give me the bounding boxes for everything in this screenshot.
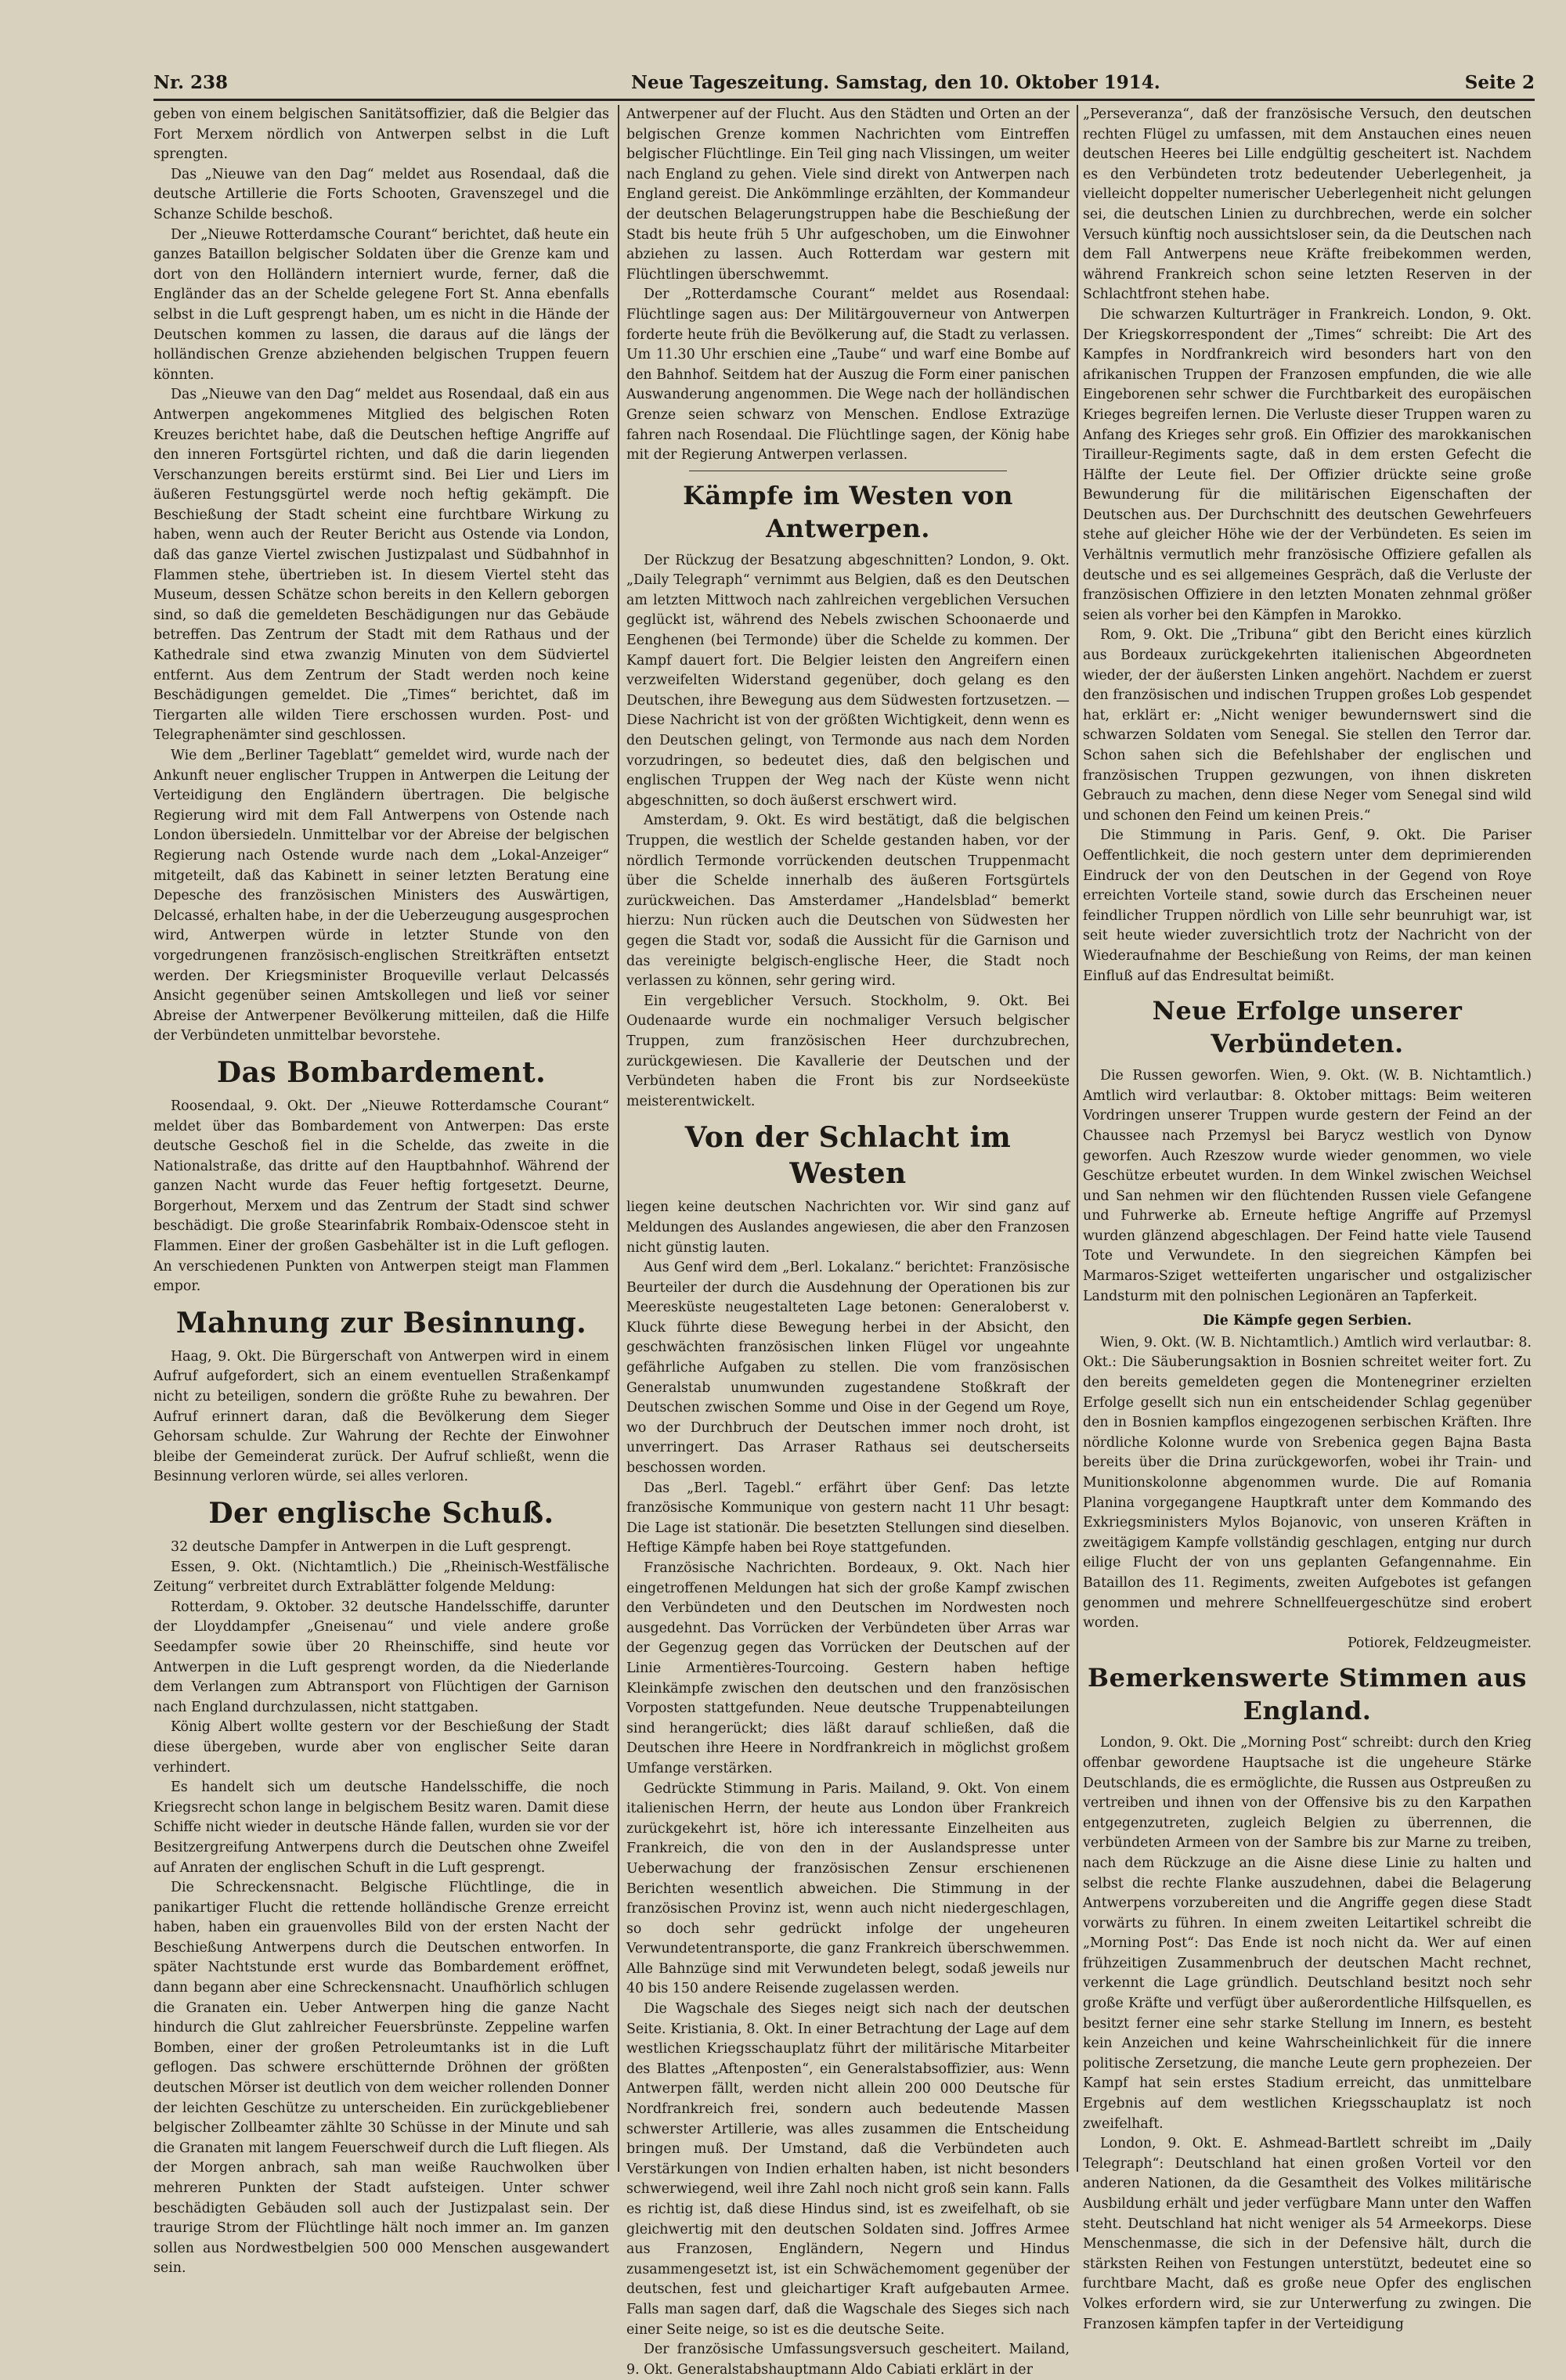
column-rule xyxy=(618,105,619,2172)
headline-stimmen: Bemerkenswerte Stimmen aus England. xyxy=(1088,1663,1527,1726)
article-paragraph: König Albert wollte gestern vor der Beschießung der Stadt diese übergeben, wurde aber von englischer Seite daran verhindert. xyxy=(153,1719,609,1776)
header-rule xyxy=(153,99,1535,101)
article-paragraph: Die Schreckensnacht. Belgische Flüchtlinge, die in panikartiger Flucht die rettende holländische Grenze erreicht haben, haben ein grauenvolles Bild von der ersten Nacht der Beschießung Antwerpens durch die Deutschen entworfen. In später Nachtstunde erst wurde das Bombardement eröffnet, dann begann aber eine Schreckensnacht. Unaufhörlich schlugen die Granaten ein. Ueber Antwerpen hing die ganze Nacht hindurch die Glut zahlreicher Feuersbrünste. Zeppeline warfen Bomben, einer der großen Petroleumtanks ist in die Luft geflogen. Das schwere erschütternde Dröhnen der größten deutschen Mörser ist deutlich von dem weicher rollenden Donner der leichten Geschütze zu unterscheiden. Ein zurückgebliebener belgischer Zollbeamter zählte 30 Schüsse in der Minute und sah die Granaten mit langem Feuerschweif durch die Luft fliegen. Als der Morgen anbrach, sah man weiße Rauchwolken über mehreren Punkten der Stadt aufsteigen. Unter schwer beschädigten Gebäuden soll auch der Justizpalast sein. Der traurige Strom der Flüchtlinge hält noch immer an. Im ganzen sollen aus Nordwestbelgien 500 000 Menschen ausgewandert sein. xyxy=(153,1880,609,2277)
column-3 xyxy=(1083,105,1532,2332)
article-paragraph: Die schwarzen Kulturträger in Frankreich. London, 9. Okt. Der Kriegskorrespondent der „Times“ schreibt: Die Art des Kampfes in Nordfrankreich wird besonders hart von den afrikanischen Truppen der Franzosen empfunden, die wie alle Eingeborenen sehr schwer die Furchtbarkeit des europäischen Krieges begreifen lernen. Die Verluste dieser Truppen waren zu Anfang des Krieges sehr groß. Ein Offizier des marokkanischen Tirailleur-Regiments sagte, daß in dem ersten Gefecht die Hälfte der Leute fiel. Der Offizier drückte seine große Bewunderung für die militärischen Eigenschaften der Deutschen aus. Der Durchschnitt des deutschen Gewehrfeuers stehe auf gleicher Höhe wie der der Verbündeten. Es seien im Verhältnis vermutlich mehr französische Offiziere gefallen als deutsche und es sei allgemeines Gespräch, daß die Verluste der französischen Offiziere in den letzten Monaten zehnmal größer seien als vorher bei den Kämpfen in Marokko. xyxy=(1083,306,1532,623)
article-paragraph: Gedrückte Stimmung in Paris. Mailand, 9. Okt. Von einem italienischen Herrn, der heute aus London über Frankreich zurückgekehrt ist, höre ich interessante Einzelheiten aus Frankreich, die von den in der Auslandspresse unter Ueberwachung der französischen Zensur erschienenen Berichten wesentlich abweichen. Die Stimmung in der französischen Provinz ist, wenn auch nicht niedergeschlagen, so doch sehr gedrückt infolge der ungeheuren Verwundetentransporte, die ganz Frankreich überschwemmen. Alle Bahnzüge sind mit Verwundeten belegt, sodaß jeweils nur 40 bis 150 andere Reisende zugelassen werden. xyxy=(626,1780,1070,1997)
article-paragraph: Französische Nachrichten. Bordeaux, 9. Okt. Nach hier eingetroffenen Meldungen hat sich der große Kampf zwischen den Verbündeten und den Deutschen im Nordwesten noch ausgedehnt. Das Vorrücken der Verbündeten über Arras war der Gegenzug gegen das Vorrücken der Deutschen auf der Linie Armentières-Tourcoing. Gestern haben heftige Kleinkämpfe zwischen den deutschen und den französischen Vorposten stattgefunden. Neue deutsche Truppenabteilungen sind herangerückt; dies läßt darauf schließen, daß die Deutschen ihre Heere in Nordfrankreich in möglichst großem Umfange verstärken. xyxy=(626,1560,1070,1776)
headline-erfolge: Neue Erfolge unserer Verbündeten. xyxy=(1152,996,1463,1059)
article-paragraph: Wie dem „Berliner Tageblatt“ gemeldet wird, wurde nach der Ankunft neuer englischer Truppen in Antwerpen die Leitung der Verteidigung den Engländern übertragen. Die belgische Regierung wird mit dem Fall Antwerpens von Ostende nach London übersiedeln. Unmittelbar vor der Abreise der belgischen Regierung nach Ostende wurde nach dem „Lokal-Anzeiger“ mitgeteilt, daß das Kabinett in seiner letzten Beratung eine Depesche des französischen Ministers des Auswärtigen, Delcassé, erhalten habe, in der die Ueberzeugung ausgesprochen wird, Antwerpen würde in letzter Stunde von den vorgedrungenen französisch-englischen Streitkräften entsetzt werden. Der Kriegsminister Broqueville verlaut Delcassés Ansicht gegenüber seinen Amtskollegen und ließ vor seiner Abreise der Antwerpener Bevölkerung mitteilen, daß die Hilfe der Verbündeten unmittelbar bevorstehe. xyxy=(153,748,609,1044)
column-2 xyxy=(626,105,1070,2378)
article-paragraph: liegen keine deutschen Nachrichten vor. Wir sind ganz auf Meldungen des Auslandes angewiesen, die aber den Franzosen nicht günstig lauten. xyxy=(626,1199,1070,1256)
article-paragraph: Die Russen geworfen. Wien, 9. Okt. (W. B. Nichtamtlich.) Amtlich wird verlautbar: 8. Oktober mittags: Beim weiteren Vordringen unserer Truppen wurde gestern der Feind an der Chaussee nach Przemysl bei Barycz westlich von Dynow geworfen. Auch Rzeszow wurde wieder genommen, wo viele Geschütze erbeutet wurden. In dem Winkel zwischen Weichsel und San nehmen wir den flüchtenden Russen viele Gefangene und Fuhrwerke ab. Erneute heftige Angriffe auf Przemysl wurden glänzend abgeschlagen. Der Feind hatte viele Tausend Tote und Verwundete. In den siegreichen Kämpfen bei Marmaros-Sziget wetteiferten ungarischer und ostgalizischer Landsturm mit den polnischen Legionären an Tapferkeit. xyxy=(1083,1068,1532,1304)
article-paragraph: London, 9. Okt. E. Ashmead-Bartlett schreibt im „Daily Telegraph“: Deutschland hat einen großen Vorteil vor den anderen Nationen, da die Gesamtheit des Volkes militärische Ausbildung erhält und jeder verfügbare Mann unter den Waffen steht. Deutschland hat nicht weniger als 54 Armeekorps. Diese Menschenmasse, die sich in der Defensive hält, durch die stärksten Reihen von Festungen unterstützt, bedeutet eine so furchtbare Macht, daß es große neue Opfer des englischen Volkes erfordern wird, sie zur Unterwerfung zu zwingen. Die Franzosen kämpfen tapfer in der Verteidigung xyxy=(1083,2136,1532,2332)
issue-number: Nr. 238 xyxy=(153,72,229,93)
headline-schuss: Der englische Schuß. xyxy=(208,1497,554,1530)
column-1 xyxy=(153,105,609,2277)
article-paragraph: Wien, 9. Okt. (W. B. Nichtamtlich.) Amtlich wird verlautbar: 8. Okt.: Die Säuberungsaktion in Bosnien schreitet weiter fort. Zu den bereits gemeldeten gegen die Montenegriner erzielten Erfolge gesellt sich nun ein entscheidender Schlag gegenüber den in Bosnien kampflos eingezogenen serbischen Kräften. Ihre nördliche Kolonne wurde von Srebenica gegen Bajna Basta bereits über die Drina zurückgeworfen, wobei ihr Train- und Munitionskolonne abgenommen wurde. Die auf Romania Planina vorgegangene Hauptkraft unter dem Kommando des Exkriegsministers Mylos Bojanovic, von unseren Kräften in zweitägigem Kampfe vollständig geschlagen, entging nur durch eilige Flucht der von uns geplanten Gefangennahme. Ein Bataillon des 11. Regiments, zweiten Aufgebotes ist gefangen genommen und mehrere Schnellfeuergeschütze sind erobert worden. xyxy=(1083,1334,1532,1632)
article-paragraph: Ein vergeblicher Versuch. Stockholm, 9. Okt. Bei Oudenaarde wurde ein nochmaliger Versuch belgischer Truppen, zum französischen Heer durchzubrechen, zurückgewiesen. Die Kavallerie der Deutschen und der Verbündeten haben die Front bis zur Nordseeküste meisterentwickelt. xyxy=(626,993,1070,1109)
article-paragraph: Die Wagschale des Sieges neigt sich nach der deutschen Seite. Kristiania, 8. Okt. In einer Betrachtung der Lage auf dem westlichen Kriegsschauplatz führt der militärische Mitarbeiter des Blattes „Aftenposten“, ein Generalstabsoffizier, aus: Wenn Antwerpen fällt, werden nicht allein 200 000 Deutsche für Nordfrankreich frei, sondern auch bedeutende Massen schwerster Artillerie, was alles zusammen die Entscheidung bringen muß. Der Umstand, daß die Verbündeten auch Verstärkungen von Indien erhalten haben, ist nicht besonders schwerwiegend, weil ihre Zahl noch nicht groß sein kann. Falls es richtig ist, daß diese Hindus sind, ist es zweifelhaft, ob sie gleichwertig mit den deutschen Soldaten sind. Joffres Armee aus Franzosen, Engländern, Negern und Hindus zusammengesetzt ist, ist ein Schwächemoment gegenüber der deutschen, fest und gleichartiger Kraft aufgebauten Armee. Falls man sagen darf, daß die Wagschale des Sieges sich nach einer Seite neige, so ist es die deutsche Seite. xyxy=(626,2001,1070,2338)
article-paragraph: Antwerpener auf der Flucht. Aus den Städten und Orten an der belgischen Grenze kommen Nachrichten vom Eintreffen belgischer Flüchtlinge. Ein Teil ging nach Vlissingen, um weiter nach England zu gehen. Viele sind direkt von Antwerpen nach England gereist. Die Ankömmlinge erzählten, der Kommandeur der deutschen Belagerungstruppen habe die Beschießung der Stadt bis heute früh 5 Uhr aufgeschoben, um die Einwohner abziehen zu lassen. Auch Rotterdam war gestern mit Flüchtlingen überschwemmt. xyxy=(626,106,1070,283)
masthead-line: Neue Tageszeitung. Samstag, den 10. Oktober 1914. xyxy=(631,72,1160,93)
article-paragraph: Der französische Umfassungsversuch gescheitert. Mailand, 9. Okt. Generalstabshauptmann Aldo Cabiati erklärt in der xyxy=(626,2342,1070,2378)
article-paragraph: London, 9. Okt. Die „Morning Post“ schreibt: durch den Krieg offenbar gewordene Hauptsache ist die ungeheure Stärke Deutschlands, die es ermöglichte, die Russen aus Ostpreußen zu vertreiben und ihnen von der Offensive bis zu den Karpathen entgegenzutreten, zugleich Belgien zu überrennen, die verbündeten Armeen von der Sambre bis zur Marne zu treiben, nach dem Rückzuge an die Aisne diese Linie zu halten und selbst die rechte Flanke auszudehnen, dabei die Belagerung Antwerpens vorzubereiten und die Angriffe gegen diese Stadt vorwärts zu führen. In einem zweiten Leitartikel schreibt die „Morning Post“: Das Ende ist noch nicht da. Wer auf einen frühzeitigen Zusammenbruch der deutschen Macht rechnet, verkennt die Lage gründlich. Deutschland besitzt noch sehr große Kräfte und verfügt über außerordentliche Hilfsquellen, es besitzt ferner eine sehr starke Stellung im Innern, es besteht kein Anzeichen und keine Wahrscheinlichkeit für die innere politische Zersetzung, die manche Leute gern prophezeien. Der Kampf hat sein erstes Stadium erreicht, das unmittelbare Ergebnis auf dem westlichen Kriegsschauplatz ist noch zweifelhaft. xyxy=(1083,1735,1532,2132)
page-number: Seite 2 xyxy=(1464,72,1535,93)
article-paragraph: Das „Berl. Tagebl.“ erfährt über Genf: Das letzte französische Kommunique von gestern nacht 11 Uhr besagt: Die Lage ist stationär. Die besetzten Stellungen sind dieselben. Heftige Kämpfe haben bei Roye stattgefunden. xyxy=(626,1480,1070,1556)
headline-schlacht: Von der Schlacht im Westen xyxy=(684,1121,1012,1191)
article-paragraph: Amsterdam, 9. Okt. Es wird bestätigt, daß die belgischen Truppen, die westlich der Schelde gestanden haben, vor der nördlich Termonde vorrückenden deutschen Truppenmacht über die Schelde innerhalb des äußeren Fortsgürtels zurückweichen. Das Amsterdamer „Handelsblad“ bemerkt hierzu: Nun rücken auch die Deutschen von Südwesten her gegen die Stadt vor, sodaß die Aussicht für die Garnison und das vereinigte belgisch-englische Heer, die Stadt noch verlassen zu können, sehr gering wird. xyxy=(626,813,1070,990)
article-paragraph: geben von einem belgischen Sanitätsoffizier, daß die Belgier das Fort Merxem nördlich von Antwerpen selbst in die Luft sprengten. xyxy=(153,106,609,163)
article-paragraph: Der „Nieuwe Rotterdamsche Courant“ berichtet, daß heute ein ganzes Bataillon belgischer Soldaten über die Grenze kam und dort von den Holländern interniert wurde, ferner, daß die Engländer das an der Schelde gelegene Fort St. Anna ebenfalls selbst in die Luft gesprengt haben, um es nicht in die Hände der Deutschen kommen zu lassen, die daraus auf die längs der holländischen Grenze abziehenden belgischen Truppen feuern könnten. xyxy=(153,226,609,383)
article-paragraph: Die Stimmung in Paris. Genf, 9. Okt. Die Pariser Oeffentlichkeit, die noch gestern unter dem deprimierenden Eindruck der von den Deutschen in der Gegend von Roye erreichten Vorteile stand, sowie durch das Erscheinen neuer feindlicher Truppen nördlich von Lille sehr beunruhigt war, ist seit heute wieder zuversichtlich trotz der Nachricht von der Wiederaufnahme der Beschießung von Reims, der man keinen Einfluß auf das Endresultat beimißt. xyxy=(1083,828,1532,984)
article-paragraph: Das „Nieuwe van den Dag“ meldet aus Rosendaal, daß ein aus Antwerpen angekommenes Mitglied des belgischen Roten Kreuzes berichtet habe, daß die Deutschen heftige Angriffe auf den inneren Fortsgürtel richten, und daß die darin liegenden Verschanzungen bereits erstürmt sind. Bei Lier und Liers im äußeren Festungsgürtel werde noch heftig gekämpft. Die Beschießung der Stadt scheint eine furchtbare Wirkung zu haben, wenn auch der Reuter Bericht aus Ostende via London, daß das ganze Viertel zwischen Justizpalast und Südbahnhof in Flammen stehe, übertrieben ist. In diesem Viertel steht das Museum, dessen Schätze schon bereits in den Kellern geborgen sind, so daß die gemeldeten Beschädigungen nur das Gebäude betreffen. Das Zentrum der Stadt mit dem Rathaus und der Kathedrale sind etwa zwanzig Minuten von dem Südviertel entfernt. Aus dem Zentrum der Stadt werden noch keine Beschädigungen gemeldet. Die „Times“ berichtet, daß im Tiergarten alle wilden Tiere erschossen wurden. Post- und Telegraphenämter sind geschlossen. xyxy=(153,387,609,744)
article-paragraph: Rotterdam, 9. Oktober. 32 deutsche Handelsschiffe, darunter der Lloyddampfer „Gneisenau“ und viele andere große Seedampfer sowie über 20 Rheinschiffe, sind heute vor Antwerpen in die Luft gesprengt worden, da die Niederlande dem Verlangen zum Abtransport von Flüchtigen der Garnison nach England durchzulassen, nicht stattgaben. xyxy=(153,1599,609,1715)
article-paragraph: 32 deutsche Dampfer in Antwerpen in die Luft gesprengt. xyxy=(171,1539,572,1555)
article-paragraph: Der „Rotterdamsche Courant“ meldet aus Rosendaal: Flüchtlinge sagen aus: Der Militärgouverneur von Antwerpen forderte heute früh die Bevölkerung auf, die Stadt zu verlassen. Um 11.30 Uhr erschien eine „Taube“ und warf eine Bombe auf den Bahnhof. Seitdem hat der Auszug die Form einer panischen Auswanderung angenommen. Die Wege nach der holländischen Grenze seien schwarz von Menschen. Endlose Extrazüge fahren nach Rosendaal. Die Flüchtlinge sagen, der König habe mit der Regierung Antwerpen verlassen. xyxy=(626,287,1070,463)
article-paragraph: Das „Nieuwe van den Dag“ meldet aus Rosendaal, daß die deutsche Artillerie die Forts Schooten, Gravenszegel und die Schanze Schilde beschoß. xyxy=(153,166,609,222)
signature-line: Potiorek, Feldzeugmeister. xyxy=(1347,1635,1532,1651)
column-rule xyxy=(1077,105,1078,2172)
article-paragraph: Rom, 9. Okt. Die „Tribuna“ gibt den Bericht eines kürzlich aus Bordeaux zurückgekehrten italienischen Abgeordneten wieder, der der äußersten Linken angehört. Nachdem er zuerst den französischen und indischen Truppen großes Lob gespendet hat, erklärt er: „Nicht weniger bewundernswert sind die schwarzen Soldaten vom Senegal. Sie stellen den Terror dar. Schon sahen sich die Befehlshaber der englischen und französischen Truppen gezwungen, von ihnen diskreten Gebrauch zu machen, denn diese Neger vom Senegal sind wild und schonen den Feind um keinen Preis.“ xyxy=(1083,627,1532,824)
article-paragraph: Es handelt sich um deutsche Handelsschiffe, die noch Kriegsrecht schon lange in belgischem Besitz waren. Damit diese Schiffe nicht wieder in deutsche Hände fallen, wurden sie vor der Besitzergreifung Antwerpens durch die Deutschen ohne Zweifel auf Anraten der englischen Schuft in die Luft gesprengt. xyxy=(153,1780,609,1876)
headline-bombardement: Das Bombardement. xyxy=(216,1055,547,1089)
subheadline-serbien: Die Kämpfe gegen Serbien. xyxy=(1203,1313,1412,1329)
headline-mahnung: Mahnung zur Besinnung. xyxy=(175,1306,587,1340)
page-header xyxy=(153,66,1535,97)
article-paragraph: Aus Genf wird dem „Berl. Lokalanz.“ berichtet: Französische Beurteiler der durch die Ausdehnung der Operationen bis zur Meeresküste neugestalteten Lage betonen: Generaloberst v. Kluck führte diese Bewegung herbei in der Absicht, den geschwächten französischen linken Flügel vor ungeahnte gefährliche Aufgaben zu stellen. Die vom französischen Generalstab unumwunden zugestandene Stoßkraft der Deutschen zwischen Somme und Oise in der Gegend um Roye, wo der Durchbruch der Deutschen immer noch droht, ist unverringert. Das Arraser Rathaus sei deutscherseits beschossen worden. xyxy=(626,1260,1070,1477)
article-paragraph: Roosendaal, 9. Okt. Der „Nieuwe Rotterdamsche Courant“ meldet über das Bombardement von Antwerpen: Das erste deutsche Geschoß fiel in die Schelde, das zweite in die Nationalstraße, das dritte auf den Hauptbahnhof. Während der ganzen Nacht wurde das Feuer heftig fortgesetzt. Deurne, Borgerhout, Merxem und das Zentrum der Stadt sind schwer beschädigt. Die große Stearinfabrik Rombaix-Odenscoe steht in Flammen. Einer der großen Gasbehälter ist in die Luft geflogen. An verschiedenen Punkten von Antwerpen steigt man Flammen empor. xyxy=(153,1098,609,1295)
article-paragraph: Essen, 9. Okt. (Nichtamtlich.) Die „Rheinisch-Westfälische Zeitung“ verbreitet durch Extrablätter folgende Meldung: xyxy=(153,1559,609,1596)
article-paragraph: „Perseveranza“, daß der französische Versuch, den deutschen rechten Flügel zu umfassen, mit dem Anstauchen eines neuen deutschen Heeres bei Lille endgültig gescheitert ist. Nachdem es den Verbündeten trotz bedeutender Ueberlegenheit, ja vielleicht doppelter numerischer Ueberlegenheit nicht gelungen sei, die deutschen Linien zu durchbrechen, werde ein solcher Versuch künftig noch aussichtsloser sein, da die Deutschen nach dem Fall Antwerpens neue Kräfte freibekommen werden, während Frankreich schon seine letzten Reserven in der Schlachtfront stehen habe. xyxy=(1083,106,1532,303)
article-paragraph: Der Rückzug der Besatzung abgeschnitten? London, 9. Okt. „Daily Telegraph“ vernimmt aus Belgien, daß es den Deutschen am letzten Mittwoch nach zahlreichen vergeblichen Versuchen geglückt ist, während des Nebels zwischen Schoonaerde und Eenghenen (bei Termonde) über die Schelde zu kommen. Der Kampf dauert fort. Die Belgier leisten den Angreifern einen verzweifelten Widerstand gegenüber, doch gelang es den Deutschen, ihre Bewegung aus dem Südwesten fortzusetzen. — Diese Nachricht ist von der größten Wichtigkeit, denn wenn es den Deutschen gelingt, von Termonde aus nach dem Norden vorzudringen, so bedeutet dies, daß den belgischen und englischen Truppen der Weg nach der Küste wenn nicht abgeschnitten, so doch äußerst erschwert wird. xyxy=(626,552,1070,809)
article-paragraph: Haag, 9. Okt. Die Bürgerschaft von Antwerpen wird in einem Aufruf aufgefordert, sich an einem eventuellen Straßenkampf nicht zu beteiligen, sondern die größte Ruhe zu bewahren. Der Aufruf erinnert daran, daß die Bevölkerung dem Sieger Gehorsam schulde. Zur Wahrung der Rechte der Einwohner bleibe der Gemeinderat zurück. Der Aufruf schließt, wenn die Besinnung verloren würde, sei alles verloren. xyxy=(153,1348,609,1485)
headline-kaempfe: Kämpfe im Westen von Antwerpen. xyxy=(683,480,1013,543)
